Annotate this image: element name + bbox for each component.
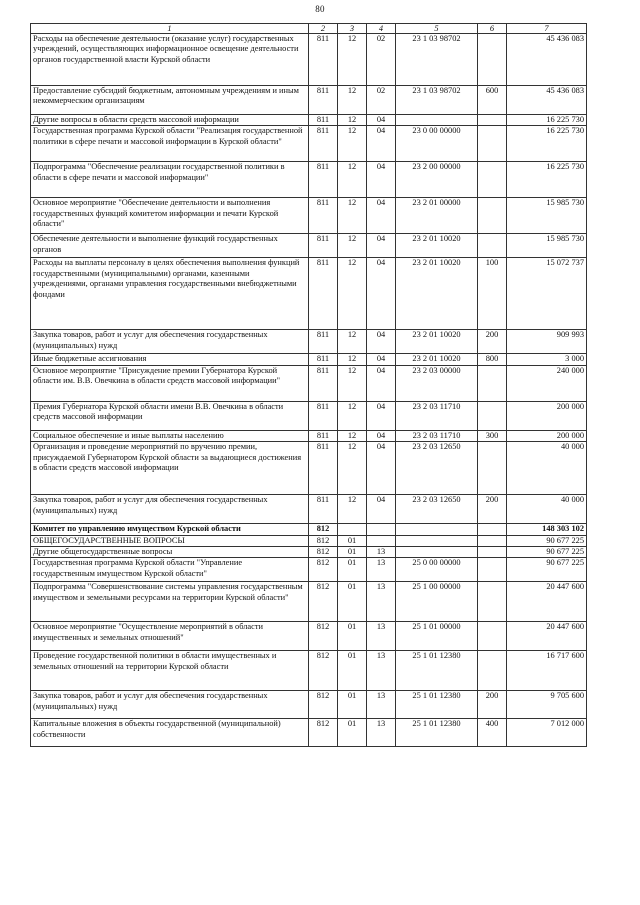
row-subsection-cell: 04 [367, 198, 396, 234]
row-target-cell [396, 524, 478, 535]
row-type-cell [478, 34, 507, 86]
row-name-cell: Подпрограмма "Совершенствование системы управления государственным имуществом и земельными ресурсами на территории Курской области" [31, 582, 309, 622]
row-name-cell: Расходы на выплаты персоналу в целях обеспечения выполнения функций государственными (муниципальными) органами, казенными учреждениями, органами управления государственными внебюджетными фондами [31, 258, 309, 330]
row-subsection-cell: 02 [367, 34, 396, 86]
row-section-cell: 12 [338, 330, 367, 354]
row-name-cell: Проведение государственной политики в области имущественных и земельных отношений на территории Курской области [31, 651, 309, 691]
row-target-cell: 25 1 01 12380 [396, 651, 478, 691]
row-subsection-cell: 04 [367, 495, 396, 524]
row-amount-cell: 16 225 730 [507, 126, 587, 162]
table-row [31, 330, 587, 354]
table-row [31, 126, 587, 162]
row-subsection-cell: 13 [367, 719, 396, 747]
row-section-cell: 12 [338, 126, 367, 162]
column-number: 3 [338, 24, 367, 34]
row-type-cell: 200 [478, 691, 507, 719]
row-amount-cell: 200 000 [507, 430, 587, 441]
row-type-cell [478, 622, 507, 651]
row-target-cell: 23 2 01 00000 [396, 198, 478, 234]
row-target-cell: 25 0 00 00000 [396, 558, 478, 582]
row-type-cell: 200 [478, 330, 507, 354]
row-type-cell [478, 651, 507, 691]
table-row [31, 162, 587, 198]
column-number: 5 [396, 24, 478, 34]
row-type-cell [478, 524, 507, 535]
row-subsection-cell: 13 [367, 691, 396, 719]
row-target-cell: 23 1 03 98702 [396, 34, 478, 86]
row-type-cell [478, 115, 507, 126]
row-section-cell: 01 [338, 582, 367, 622]
row-type-cell [478, 401, 507, 430]
row-section-cell: 01 [338, 719, 367, 747]
row-target-cell: 23 2 03 11710 [396, 430, 478, 441]
row-code-cell: 811 [309, 354, 338, 365]
row-name-cell: Капитальные вложения в объекты государственной (муниципальной) собственности [31, 719, 309, 747]
row-target-cell: 23 2 03 11710 [396, 401, 478, 430]
row-type-cell [478, 162, 507, 198]
row-amount-cell: 16 717 600 [507, 651, 587, 691]
row-section-cell: 01 [338, 691, 367, 719]
row-target-cell: 23 2 01 10020 [396, 330, 478, 354]
row-subsection-cell: 04 [367, 365, 396, 401]
row-amount-cell: 9 705 600 [507, 691, 587, 719]
row-name-cell: Организация и проведение мероприятий по вручению премии, присуждаемой Губернатором Курской области за выдающиеся достижения в области средств массовой информации [31, 442, 309, 495]
row-code-cell: 812 [309, 558, 338, 582]
row-section-cell: 12 [338, 34, 367, 86]
row-code-cell: 811 [309, 115, 338, 126]
row-name-cell: Обеспечение деятельности и выполнение функций государственных органов [31, 234, 309, 258]
row-amount-cell: 40 000 [507, 495, 587, 524]
row-subsection-cell: 13 [367, 582, 396, 622]
row-subsection-cell: 04 [367, 354, 396, 365]
row-code-cell: 812 [309, 547, 338, 558]
row-amount-cell: 7 012 000 [507, 719, 587, 747]
row-type-cell [478, 198, 507, 234]
column-number: 2 [309, 24, 338, 34]
row-amount-cell: 15 072 737 [507, 258, 587, 330]
table-row [31, 651, 587, 691]
row-code-cell: 811 [309, 234, 338, 258]
budget-table [30, 23, 587, 747]
row-type-cell [478, 547, 507, 558]
row-section-cell: 12 [338, 354, 367, 365]
row-target-cell: 23 2 01 10020 [396, 354, 478, 365]
row-name-cell: Закупка товаров, работ и услуг для обеспечения государственных (муниципальных) нужд [31, 691, 309, 719]
row-target-cell: 25 1 00 00000 [396, 582, 478, 622]
table-row [31, 535, 587, 546]
row-subsection-cell: 13 [367, 547, 396, 558]
row-name-cell: ОБЩЕГОСУДАРСТВЕННЫЕ ВОПРОСЫ [31, 535, 309, 546]
row-code-cell: 812 [309, 719, 338, 747]
row-name-cell: Закупка товаров, работ и услуг для обеспечения государственных (муниципальных) нужд [31, 330, 309, 354]
row-section-cell: 12 [338, 430, 367, 441]
row-type-cell [478, 234, 507, 258]
column-number: 1 [31, 24, 309, 34]
row-section-cell: 12 [338, 162, 367, 198]
row-section-cell: 12 [338, 234, 367, 258]
row-subsection-cell: 13 [367, 622, 396, 651]
row-name-cell: Государственная программа Курской области "Реализация государственной политики в сфере печати и массовой информации в Курской области" [31, 126, 309, 162]
table-row [31, 34, 587, 86]
row-amount-cell: 200 000 [507, 401, 587, 430]
row-subsection-cell: 13 [367, 651, 396, 691]
row-type-cell: 300 [478, 430, 507, 441]
row-amount-cell: 16 225 730 [507, 162, 587, 198]
row-subsection-cell: 04 [367, 126, 396, 162]
row-target-cell [396, 535, 478, 546]
row-name-cell: Основное мероприятие "Осуществление мероприятий в области имущественных и земельных отношений" [31, 622, 309, 651]
row-section-cell: 01 [338, 651, 367, 691]
row-type-cell: 600 [478, 86, 507, 115]
row-target-cell: 23 2 01 10020 [396, 234, 478, 258]
row-section-cell: 01 [338, 622, 367, 651]
row-target-cell: 23 2 03 00000 [396, 365, 478, 401]
row-section-cell: 12 [338, 495, 367, 524]
row-target-cell: 25 1 01 00000 [396, 622, 478, 651]
row-name-cell: Основное мероприятие "Обеспечение деятельности и выполнения государственных функций комитетом информации и печати Курской области" [31, 198, 309, 234]
table-row [31, 234, 587, 258]
row-target-cell: 25 1 01 12380 [396, 719, 478, 747]
row-code-cell: 811 [309, 495, 338, 524]
row-amount-cell: 148 303 102 [507, 524, 587, 535]
table-row [31, 558, 587, 582]
row-section-cell: 12 [338, 365, 367, 401]
row-subsection-cell: 04 [367, 234, 396, 258]
table-row [31, 691, 587, 719]
row-section-cell: 01 [338, 558, 367, 582]
row-name-cell: Предоставление субсидий бюджетным, автономным учреждениям и иным некоммерческим организациям [31, 86, 309, 115]
table-row [31, 198, 587, 234]
row-amount-cell: 16 225 730 [507, 115, 587, 126]
row-code-cell: 811 [309, 258, 338, 330]
row-name-cell: Закупка товаров, работ и услуг для обеспечения государственных (муниципальных) нужд [31, 495, 309, 524]
row-code-cell: 812 [309, 582, 338, 622]
row-section-cell: 12 [338, 198, 367, 234]
row-amount-cell: 40 000 [507, 442, 587, 495]
row-amount-cell: 45 436 083 [507, 86, 587, 115]
row-target-cell: 23 1 03 98702 [396, 86, 478, 115]
row-code-cell: 811 [309, 401, 338, 430]
row-target-cell: 25 1 01 12380 [396, 691, 478, 719]
row-section-cell: 01 [338, 535, 367, 546]
table-row [31, 401, 587, 430]
row-amount-cell: 20 447 600 [507, 622, 587, 651]
column-number: 7 [507, 24, 587, 34]
row-code-cell: 811 [309, 198, 338, 234]
row-subsection-cell: 04 [367, 115, 396, 126]
row-section-cell: 12 [338, 86, 367, 115]
row-amount-cell: 90 677 225 [507, 547, 587, 558]
row-section-cell: 12 [338, 401, 367, 430]
row-target-cell: 23 2 01 10020 [396, 258, 478, 330]
row-subsection-cell: 04 [367, 430, 396, 441]
row-amount-cell: 20 447 600 [507, 582, 587, 622]
row-name-cell: Расходы на обеспечение деятельности (оказание услуг) государственных учреждений, осуществляющих информационное освещение деятельности органов государственной власти Курской области [31, 34, 309, 86]
row-type-cell [478, 442, 507, 495]
row-type-cell: 200 [478, 495, 507, 524]
page-number: 80 [315, 4, 325, 14]
row-code-cell: 811 [309, 330, 338, 354]
row-target-cell: 23 2 00 00000 [396, 162, 478, 198]
row-name-cell: Основное мероприятие "Присуждение премии Губернатора Курской области им. В.В. Овечкина в области средств массовой информации" [31, 365, 309, 401]
row-code-cell: 812 [309, 622, 338, 651]
row-name-cell: Иные бюджетные ассигнования [31, 354, 309, 365]
row-type-cell: 800 [478, 354, 507, 365]
row-target-cell: 23 2 03 12650 [396, 442, 478, 495]
table-row [31, 442, 587, 495]
table-body [31, 34, 587, 747]
table-row [31, 365, 587, 401]
row-section-cell: 01 [338, 547, 367, 558]
row-subsection-cell: 02 [367, 86, 396, 115]
row-subsection-cell: 04 [367, 330, 396, 354]
table-row [31, 547, 587, 558]
row-subsection-cell: 13 [367, 558, 396, 582]
row-code-cell: 812 [309, 651, 338, 691]
row-section-cell: 12 [338, 258, 367, 330]
row-type-cell: 400 [478, 719, 507, 747]
row-type-cell [478, 126, 507, 162]
table-row [31, 495, 587, 524]
row-amount-cell: 15 985 730 [507, 234, 587, 258]
column-number-row [31, 24, 587, 34]
table-row [31, 524, 587, 535]
column-number: 6 [478, 24, 507, 34]
row-type-cell [478, 535, 507, 546]
row-type-cell [478, 582, 507, 622]
row-section-cell: 12 [338, 115, 367, 126]
row-code-cell: 811 [309, 126, 338, 162]
row-target-cell [396, 547, 478, 558]
row-type-cell [478, 558, 507, 582]
row-amount-cell: 909 993 [507, 330, 587, 354]
row-code-cell: 811 [309, 86, 338, 115]
row-amount-cell: 15 985 730 [507, 198, 587, 234]
row-target-cell: 23 2 03 12650 [396, 495, 478, 524]
row-amount-cell: 90 677 225 [507, 558, 587, 582]
table-row [31, 719, 587, 747]
table-row [31, 430, 587, 441]
row-section-cell: 12 [338, 442, 367, 495]
row-name-cell: Государственная программа Курской области "Управление государственным имуществом Курской области" [31, 558, 309, 582]
row-target-cell [396, 115, 478, 126]
row-code-cell: 811 [309, 365, 338, 401]
row-subsection-cell [367, 535, 396, 546]
row-section-cell [338, 524, 367, 535]
row-name-cell: Премия Губернатора Курской области имени В.В. Овечкина в области средств массовой информации [31, 401, 309, 430]
row-code-cell: 811 [309, 442, 338, 495]
table-row [31, 115, 587, 126]
row-code-cell: 812 [309, 535, 338, 546]
row-name-cell: Социальное обеспечение и иные выплаты населению [31, 430, 309, 441]
row-name-cell: Другие вопросы в области средств массовой информации [31, 115, 309, 126]
row-code-cell: 812 [309, 524, 338, 535]
row-subsection-cell: 04 [367, 442, 396, 495]
row-type-cell: 100 [478, 258, 507, 330]
column-number: 4 [367, 24, 396, 34]
row-name-cell: Комитет по управлению имуществом Курской области [31, 524, 309, 535]
row-amount-cell: 240 000 [507, 365, 587, 401]
table-row [31, 86, 587, 115]
row-amount-cell: 45 436 083 [507, 34, 587, 86]
row-amount-cell: 3 000 [507, 354, 587, 365]
row-subsection-cell [367, 524, 396, 535]
table-row [31, 258, 587, 330]
row-name-cell: Другие общегосударственные вопросы [31, 547, 309, 558]
row-code-cell: 811 [309, 162, 338, 198]
row-name-cell: Подпрограмма "Обеспечение реализации государственной политики в области в сфере печати и массовой информации" [31, 162, 309, 198]
row-type-cell [478, 365, 507, 401]
row-amount-cell: 90 677 225 [507, 535, 587, 546]
table-row [31, 354, 587, 365]
row-target-cell: 23 0 00 00000 [396, 126, 478, 162]
row-code-cell: 811 [309, 34, 338, 86]
table-row [31, 582, 587, 622]
row-code-cell: 812 [309, 691, 338, 719]
row-subsection-cell: 04 [367, 162, 396, 198]
table-row [31, 622, 587, 651]
row-subsection-cell: 04 [367, 258, 396, 330]
row-subsection-cell: 04 [367, 401, 396, 430]
row-code-cell: 811 [309, 430, 338, 441]
